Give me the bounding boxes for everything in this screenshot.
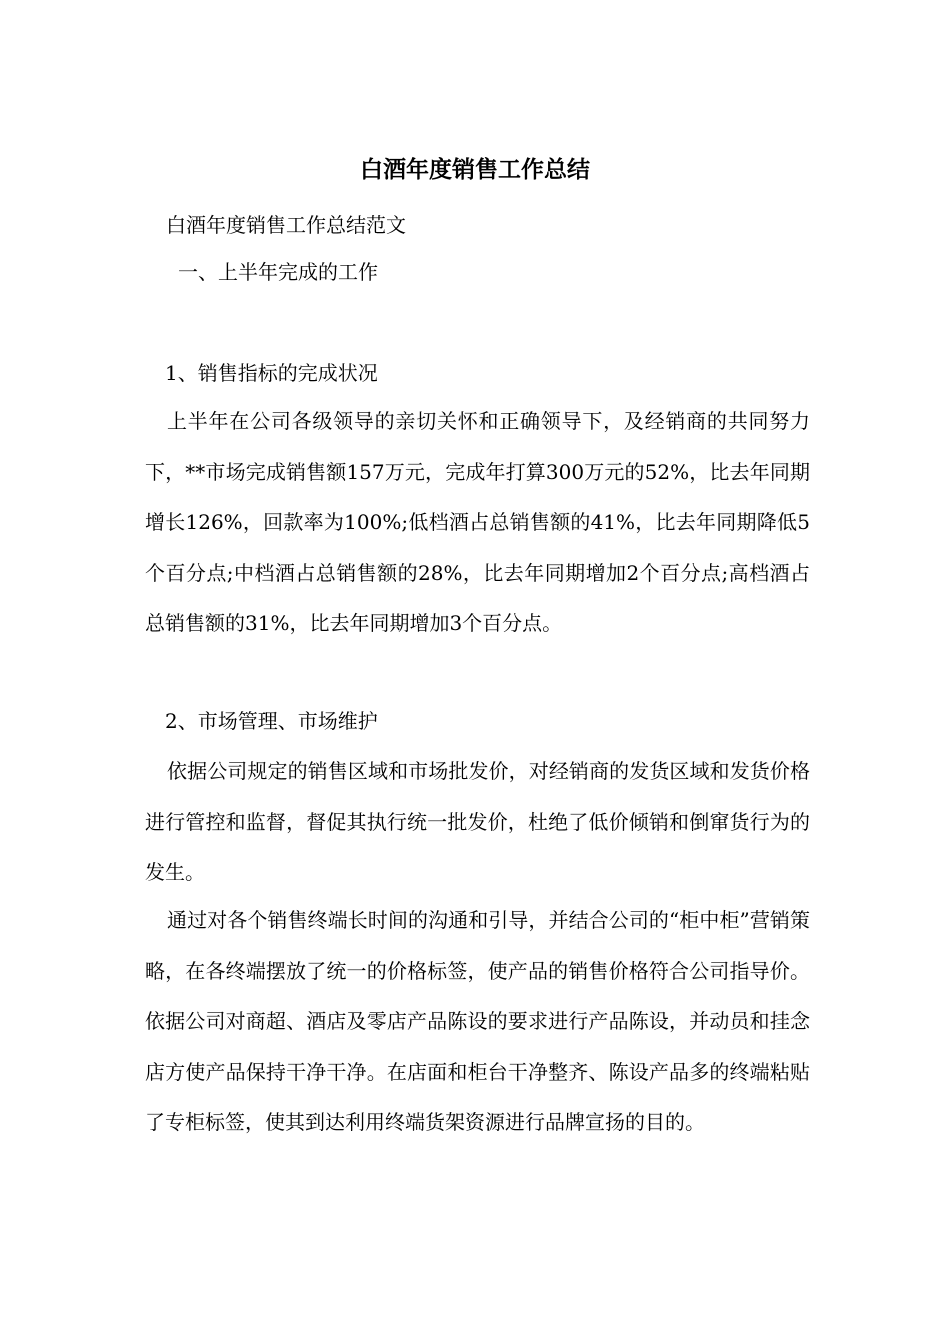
- section-heading-first-half: 一、上半年完成的工作: [178, 260, 378, 284]
- paragraph-price-control: 依据公司规定的销售区域和市场批发价，对经销商的发货区域和发货价格进行管控和监督，督促其执行统一批发价，杜绝了低价倾销和倒窜货行为的发生。: [145, 759, 810, 884]
- item-heading-sales-targets: 1、销售指标的完成状况: [165, 361, 378, 385]
- paragraph-terminal-display: 通过对各个销售终端长时间的沟通和引导，并结合公司的“柜中柜”营销策略，在各终端摆放了统一的价格标签，使产品的销售价格符合公司指导价。依据公司对商超、酒店及零店产品陈设的要求进行产品陈设，并动员和挂念店方使产品保持干净干净。在店面和柜台干净整齐、陈设产品多的终端粘贴了专柜标签，使其到达利用终端货架资源进行品牌宣扬的目的。: [145, 908, 810, 1134]
- document-title: 白酒年度销售工作总结: [360, 156, 590, 183]
- item-heading-market-management: 2、市场管理、市场维护: [165, 709, 378, 733]
- document-subtitle: 白酒年度销售工作总结范文: [166, 213, 406, 237]
- paragraph-sales-targets: 上半年在公司各级领导的亲切关怀和正确领导下，及经销商的共同努力下，**市场完成销售额157万元，完成年打算300万元的52%，比去年同期增长126%，回款率为100%;低档酒占总销售额的41%，比去年同期降低5个百分点;中档酒占总销售额的28%，比去年同期增加2个百分点;高档酒占总销售额的31%，比去年同期增加3个百分点。: [145, 409, 810, 635]
